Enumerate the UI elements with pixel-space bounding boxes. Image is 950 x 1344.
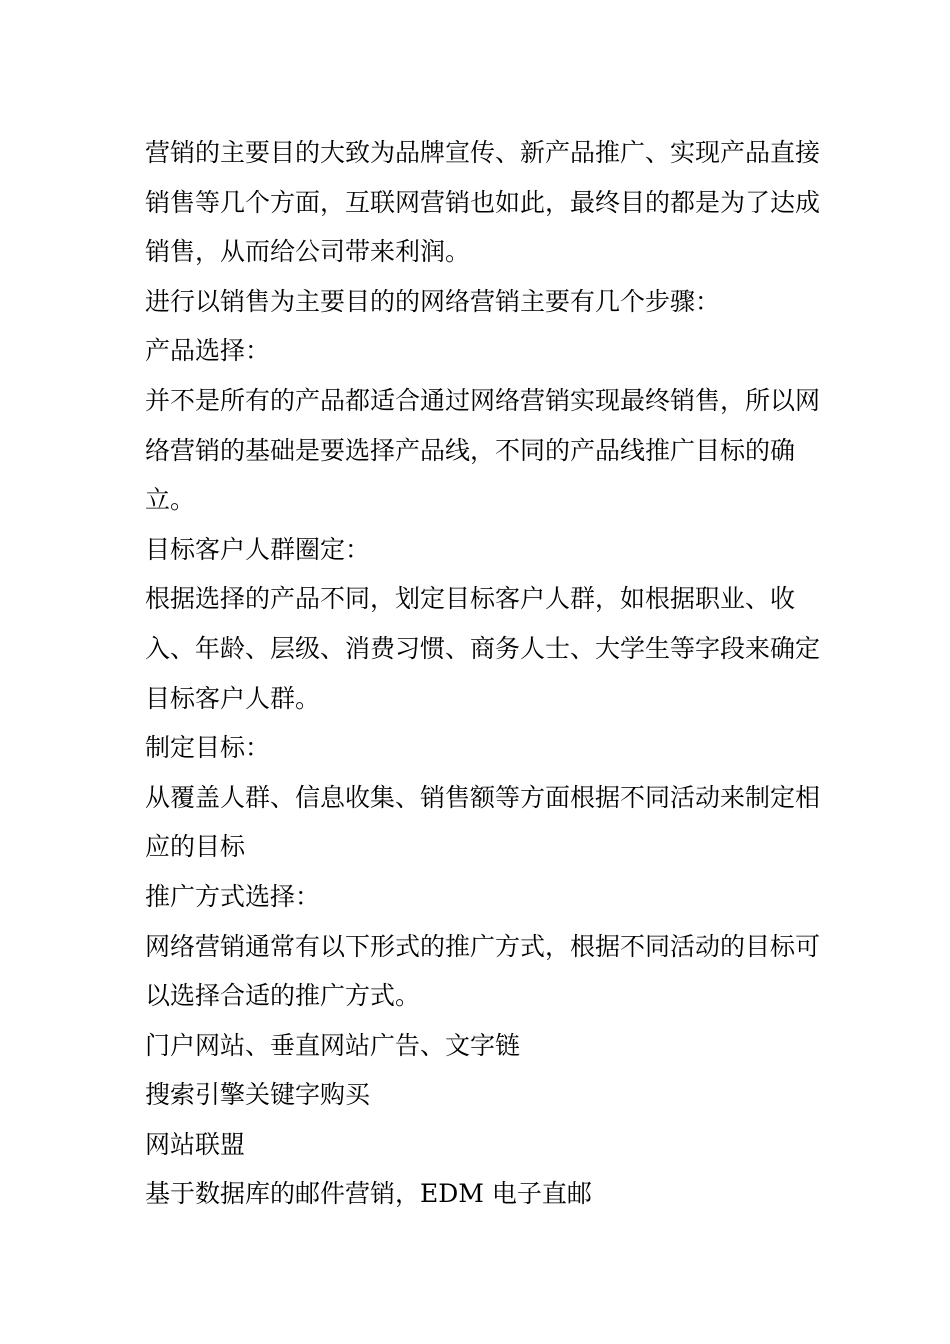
document-body: [145, 128, 835, 1219]
paragraph-target-audience: 根据选择的产品不同，划定目标客户人群，如根据职业、收入、年龄、层级、消费习惯、商务人士、大学生等字段来确定目标客户人群。: [145, 584, 821, 713]
heading-promotion-methods: 推广方式选择：: [145, 881, 321, 911]
list-item-search-keywords: 搜索引擎关键字购买: [145, 1080, 371, 1110]
paragraph-steps-intro: 进行以销售为主要目的的网络营销主要有几个步骤：: [145, 286, 721, 316]
heading-product-selection: 产品选择：: [145, 336, 271, 366]
paragraph-product-selection: 并不是所有的产品都适合通过网络营销实现最终销售，所以网络营销的基础是要选择产品线，不同的产品线推广目标的确立。: [145, 385, 821, 515]
heading-set-goals: 制定目标：: [145, 733, 271, 763]
paragraph-marketing-goals: 营销的主要目的大致为品牌宣传、新产品推广、实现产品直接销售等几个方面，互联网营销也如此，最终目的都是为了达成销售，从而给公司带来利润。: [145, 138, 821, 267]
heading-target-audience: 目标客户人群圈定：: [145, 534, 371, 564]
list-item-portal-ads: 门户网站、垂直网站广告、文字链: [145, 1030, 521, 1060]
paragraph-set-goals: 从覆盖人群、信息收集、销售额等方面根据不同活动来制定相应的目标: [145, 782, 821, 862]
list-item-email-marketing: 基于数据库的邮件营销，EDM 电子直邮: [145, 1179, 592, 1209]
list-item-site-alliance: 网站联盟: [145, 1129, 246, 1159]
paragraph-promotion-methods: 网络营销通常有以下形式的推广方式，根据不同活动的目标可以选择合适的推广方式。: [145, 931, 821, 1011]
